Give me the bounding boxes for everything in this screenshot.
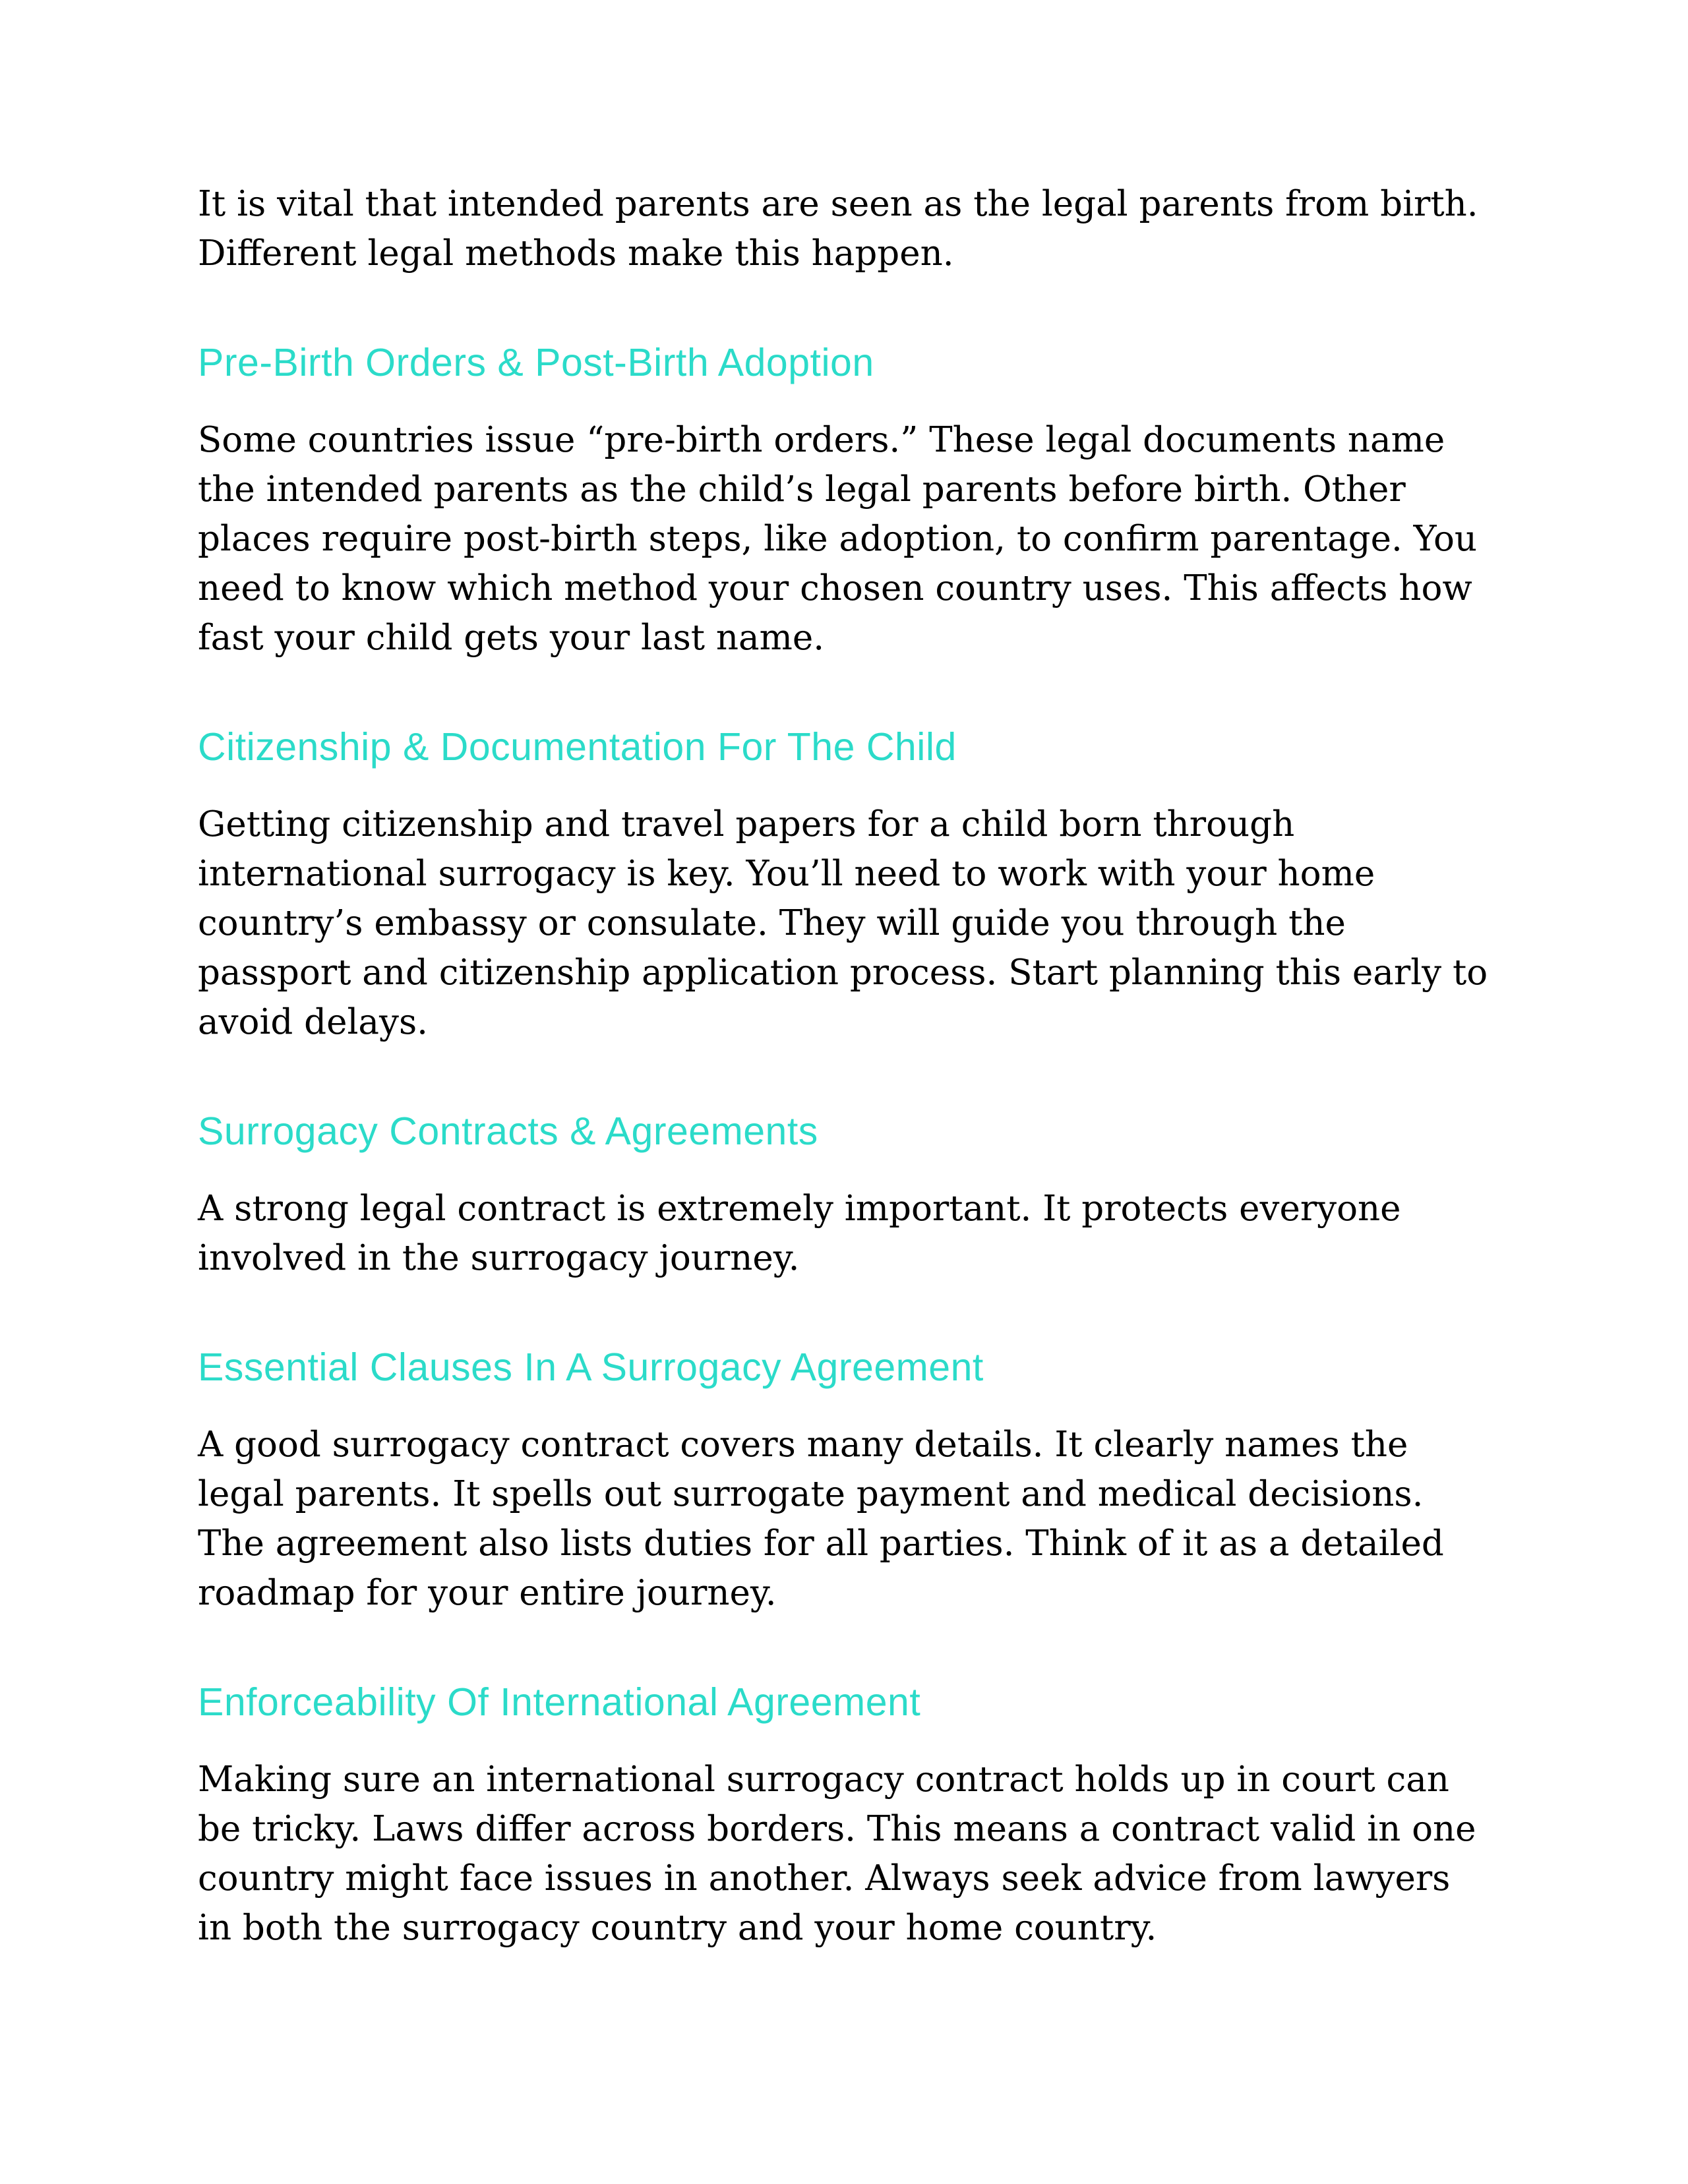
section-paragraph-essential-clauses: A good surrogacy contract covers many details. It clearly names the legal parents. It spells out surrogate payment and medical decisions. The agreement also lists duties for all parties. Think of it as a detailed roadmap for your entire journey. [198,1425,1444,1613]
intro-paragraph: It is vital that intended parents are seen as the legal parents from birth. Different legal methods make this happen. [198,184,1478,274]
section-pre-birth-orders [198,340,1490,663]
section-citizenship-documentation [198,724,1490,1047]
section-essential-clauses [198,1345,1490,1618]
section-heading-citizenship-documentation: Citizenship & Documentation For The Child [198,725,957,769]
section-heading-enforceability: Enforceability Of International Agreement [198,1680,921,1724]
section-paragraph-enforceability: Making sure an international surrogacy contract holds up in court can be tricky. Laws differ across borders. This means a contract valid in one country might face issues in another. Always seek advice from lawyers in both the surrogacy country and your home country. [198,1759,1476,1948]
section-heading-essential-clauses: Essential Clauses In A Surrogacy Agreement [198,1345,984,1389]
section-heading-pre-birth-orders: Pre-Birth Orders & Post-Birth Adoption [198,341,874,384]
section-enforceability [198,1680,1490,1953]
section-heading-surrogacy-contracts: Surrogacy Contracts & Agreements [198,1109,818,1153]
section-paragraph-pre-birth-orders: Some countries issue “pre-birth orders.” These legal documents name the intended parents as the child’s legal parents before birth. Other places require post-birth steps, like adoption, to confirm parentage. You need to know which method your chosen country uses. This affects how fast your child gets your last name. [198,420,1478,658]
section-paragraph-citizenship-documentation: Getting citizenship and travel papers for a child born through international surrogacy is key. You’ll need to work with your home country’s embassy or consulate. They will guide you through the passport and citizenship application process. Start planning this early to avoid delays. [198,804,1488,1042]
section-surrogacy-contracts [198,1109,1490,1283]
section-paragraph-surrogacy-contracts: A strong legal contract is extremely important. It protects everyone involved in the surrogacy journey. [198,1189,1401,1278]
